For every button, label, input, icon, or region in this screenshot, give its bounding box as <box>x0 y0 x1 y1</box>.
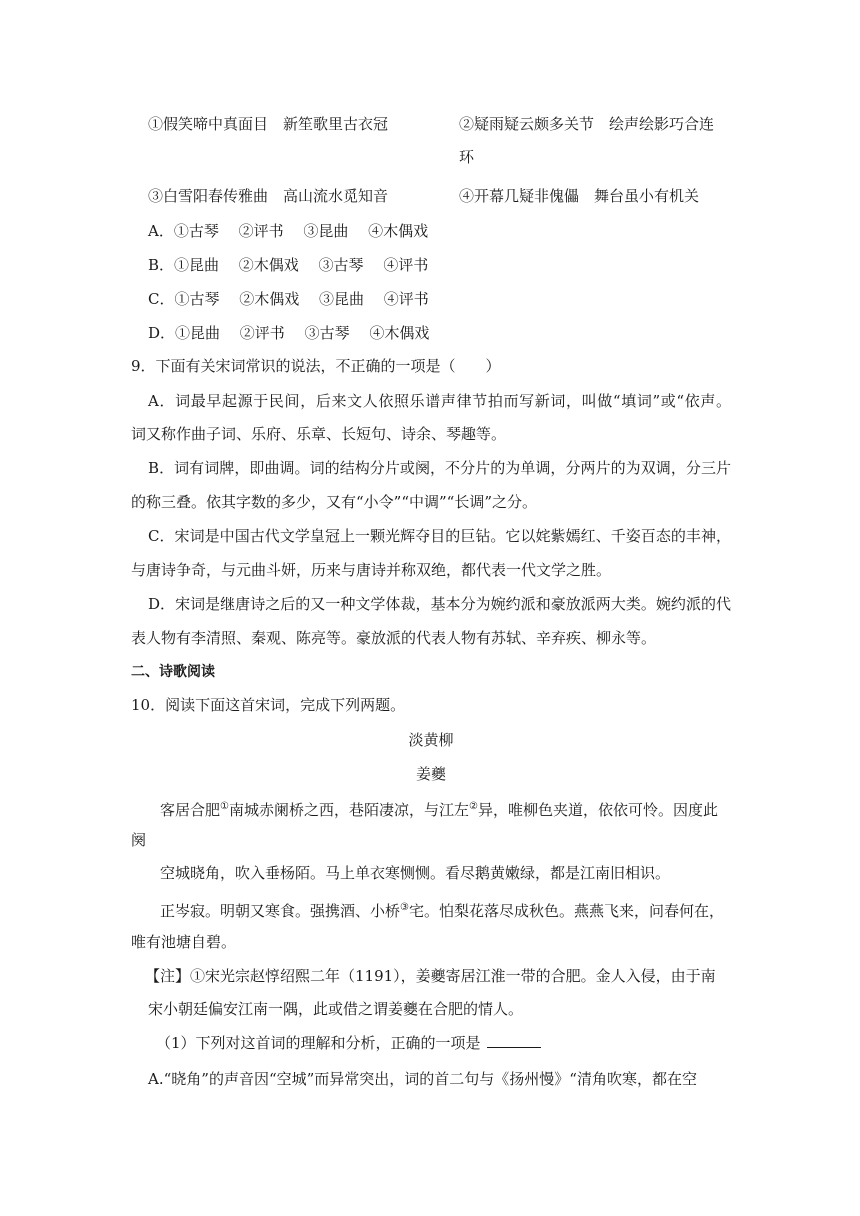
q9-option-b-cont: 的称三叠。依其字数的多少，又有“小令”“中调”“长调”之分。 <box>131 493 538 511</box>
poem-stanza-2 <box>160 898 724 921</box>
poem-stanza-2-cont: 唯有池塘自碧。 <box>131 933 237 951</box>
q9-stem: 9．下面有关宋词常识的说法，不正确的一项是（ ） <box>131 357 501 375</box>
stanza-text: 正岑寂。明朝又寒食。强携酒、小桥 <box>160 902 401 920</box>
stanza-text: 宅。怕梨花落尽成秋色。燕燕飞来，问春何在， <box>408 902 724 920</box>
poem-note-cont: 宋小朝廷偏安江南一隅，此或借之谓姜夔在合肥的情人。 <box>148 1000 524 1018</box>
q9-option-d-cont: 表人物有李清照、秦观、陈亮等。豪放派的代表人物有苏轼、辛弃疾、柳永等。 <box>131 629 657 647</box>
footnote-marker[interactable]: ③ <box>400 902 409 913</box>
q9-option-a[interactable]: A．词最早起源于民间，后来文人依照乐谱声律节拍而写新词，叫做“填词”或“依声。 <box>148 392 731 410</box>
poem-author: 姜夔 <box>415 765 446 783</box>
poem-stanza-1: 空城晓角，吹入垂杨陌。马上单衣寒恻恻。看尽鹅黄嫩绿，都是江南旧相识。 <box>160 864 671 882</box>
q8-option-a[interactable]: A．①古琴 ②评书 ③昆曲 ④木偶戏 <box>148 222 429 240</box>
poem-preface <box>160 797 718 820</box>
footnote-marker[interactable]: ② <box>469 801 478 812</box>
q9-option-c[interactable]: C．宋词是中国古代文学皇冠上一颗光辉夺目的巨钻。它以姹紫嫣红、千姿百态的丰神， <box>148 527 731 545</box>
answer-blank[interactable] <box>487 1033 541 1048</box>
q9-option-d[interactable]: D．宋词是继唐诗之后的又一种文学体裁，基本分为婉约派和豪放派两大类。婉约派的代 <box>148 595 731 613</box>
poem-note: 【注】①宋光宗赵惇绍熙二年（1191），姜夔寄居江淮一带的合肥。金人入侵，由于南 <box>145 967 716 985</box>
preface-text: 南城赤阑桥之西，巷陌凄凉，与江左 <box>228 801 469 819</box>
q8-item-2: ②疑雨疑云颇多关节 绘声绘影巧合连 <box>459 115 715 133</box>
q8-item-1: ①假笑啼中真面目 新笙歌里古衣冠 <box>148 115 389 133</box>
q8-option-c[interactable]: C．①古琴 ②木偶戏 ③昆曲 ④评书 <box>148 290 429 308</box>
preface-text: 客居合肥 <box>160 801 221 819</box>
poem-title: 淡黄柳 <box>408 731 454 749</box>
q8-item-4: ④开幕几疑非傀儡 舞台虽小有机关 <box>459 187 700 205</box>
q10-sub1 <box>156 1033 541 1053</box>
q10-sub1-option-a[interactable]: A.“晓角”的声音因“空城”而异常突出，词的首二句与《扬州慢》“清角吹寒，都在空 <box>148 1070 697 1088</box>
q8-item-2-cont: 环 <box>459 148 475 166</box>
sub-question-text: （1）下列对这首词的理解和分析，正确的一项是 <box>156 1034 481 1052</box>
q9-option-a-cont: 词又称作曲子词、乐府、乐章、长短句、诗余、琴趣等。 <box>131 425 507 443</box>
q8-option-d[interactable]: D．①昆曲 ②评书 ③古琴 ④木偶戏 <box>148 324 430 342</box>
preface-text: 异，唯柳色夹道，依依可怜。因度此 <box>477 801 718 819</box>
footnote-marker[interactable]: ① <box>220 801 229 812</box>
poem-preface-cont: 阕 <box>131 831 147 849</box>
q8-item-3: ③白雪阳春传雅曲 高山流水觅知音 <box>148 187 389 205</box>
q8-option-b[interactable]: B．①昆曲 ②木偶戏 ③古琴 ④评书 <box>148 256 429 274</box>
q9-option-b[interactable]: B．词有词牌，即曲调。词的结构分片或阕，不分片的为单调，分两片的为双调，分三片 <box>148 459 731 477</box>
section-heading: 二、诗歌阅读 <box>131 664 215 680</box>
q9-option-c-cont: 与唐诗争奇，与元曲斗妍，历来与唐诗并称双绝，都代表一代文学之胜。 <box>131 561 612 579</box>
q10-stem: 10．阅读下面这首宋词，完成下列两题。 <box>131 696 406 714</box>
